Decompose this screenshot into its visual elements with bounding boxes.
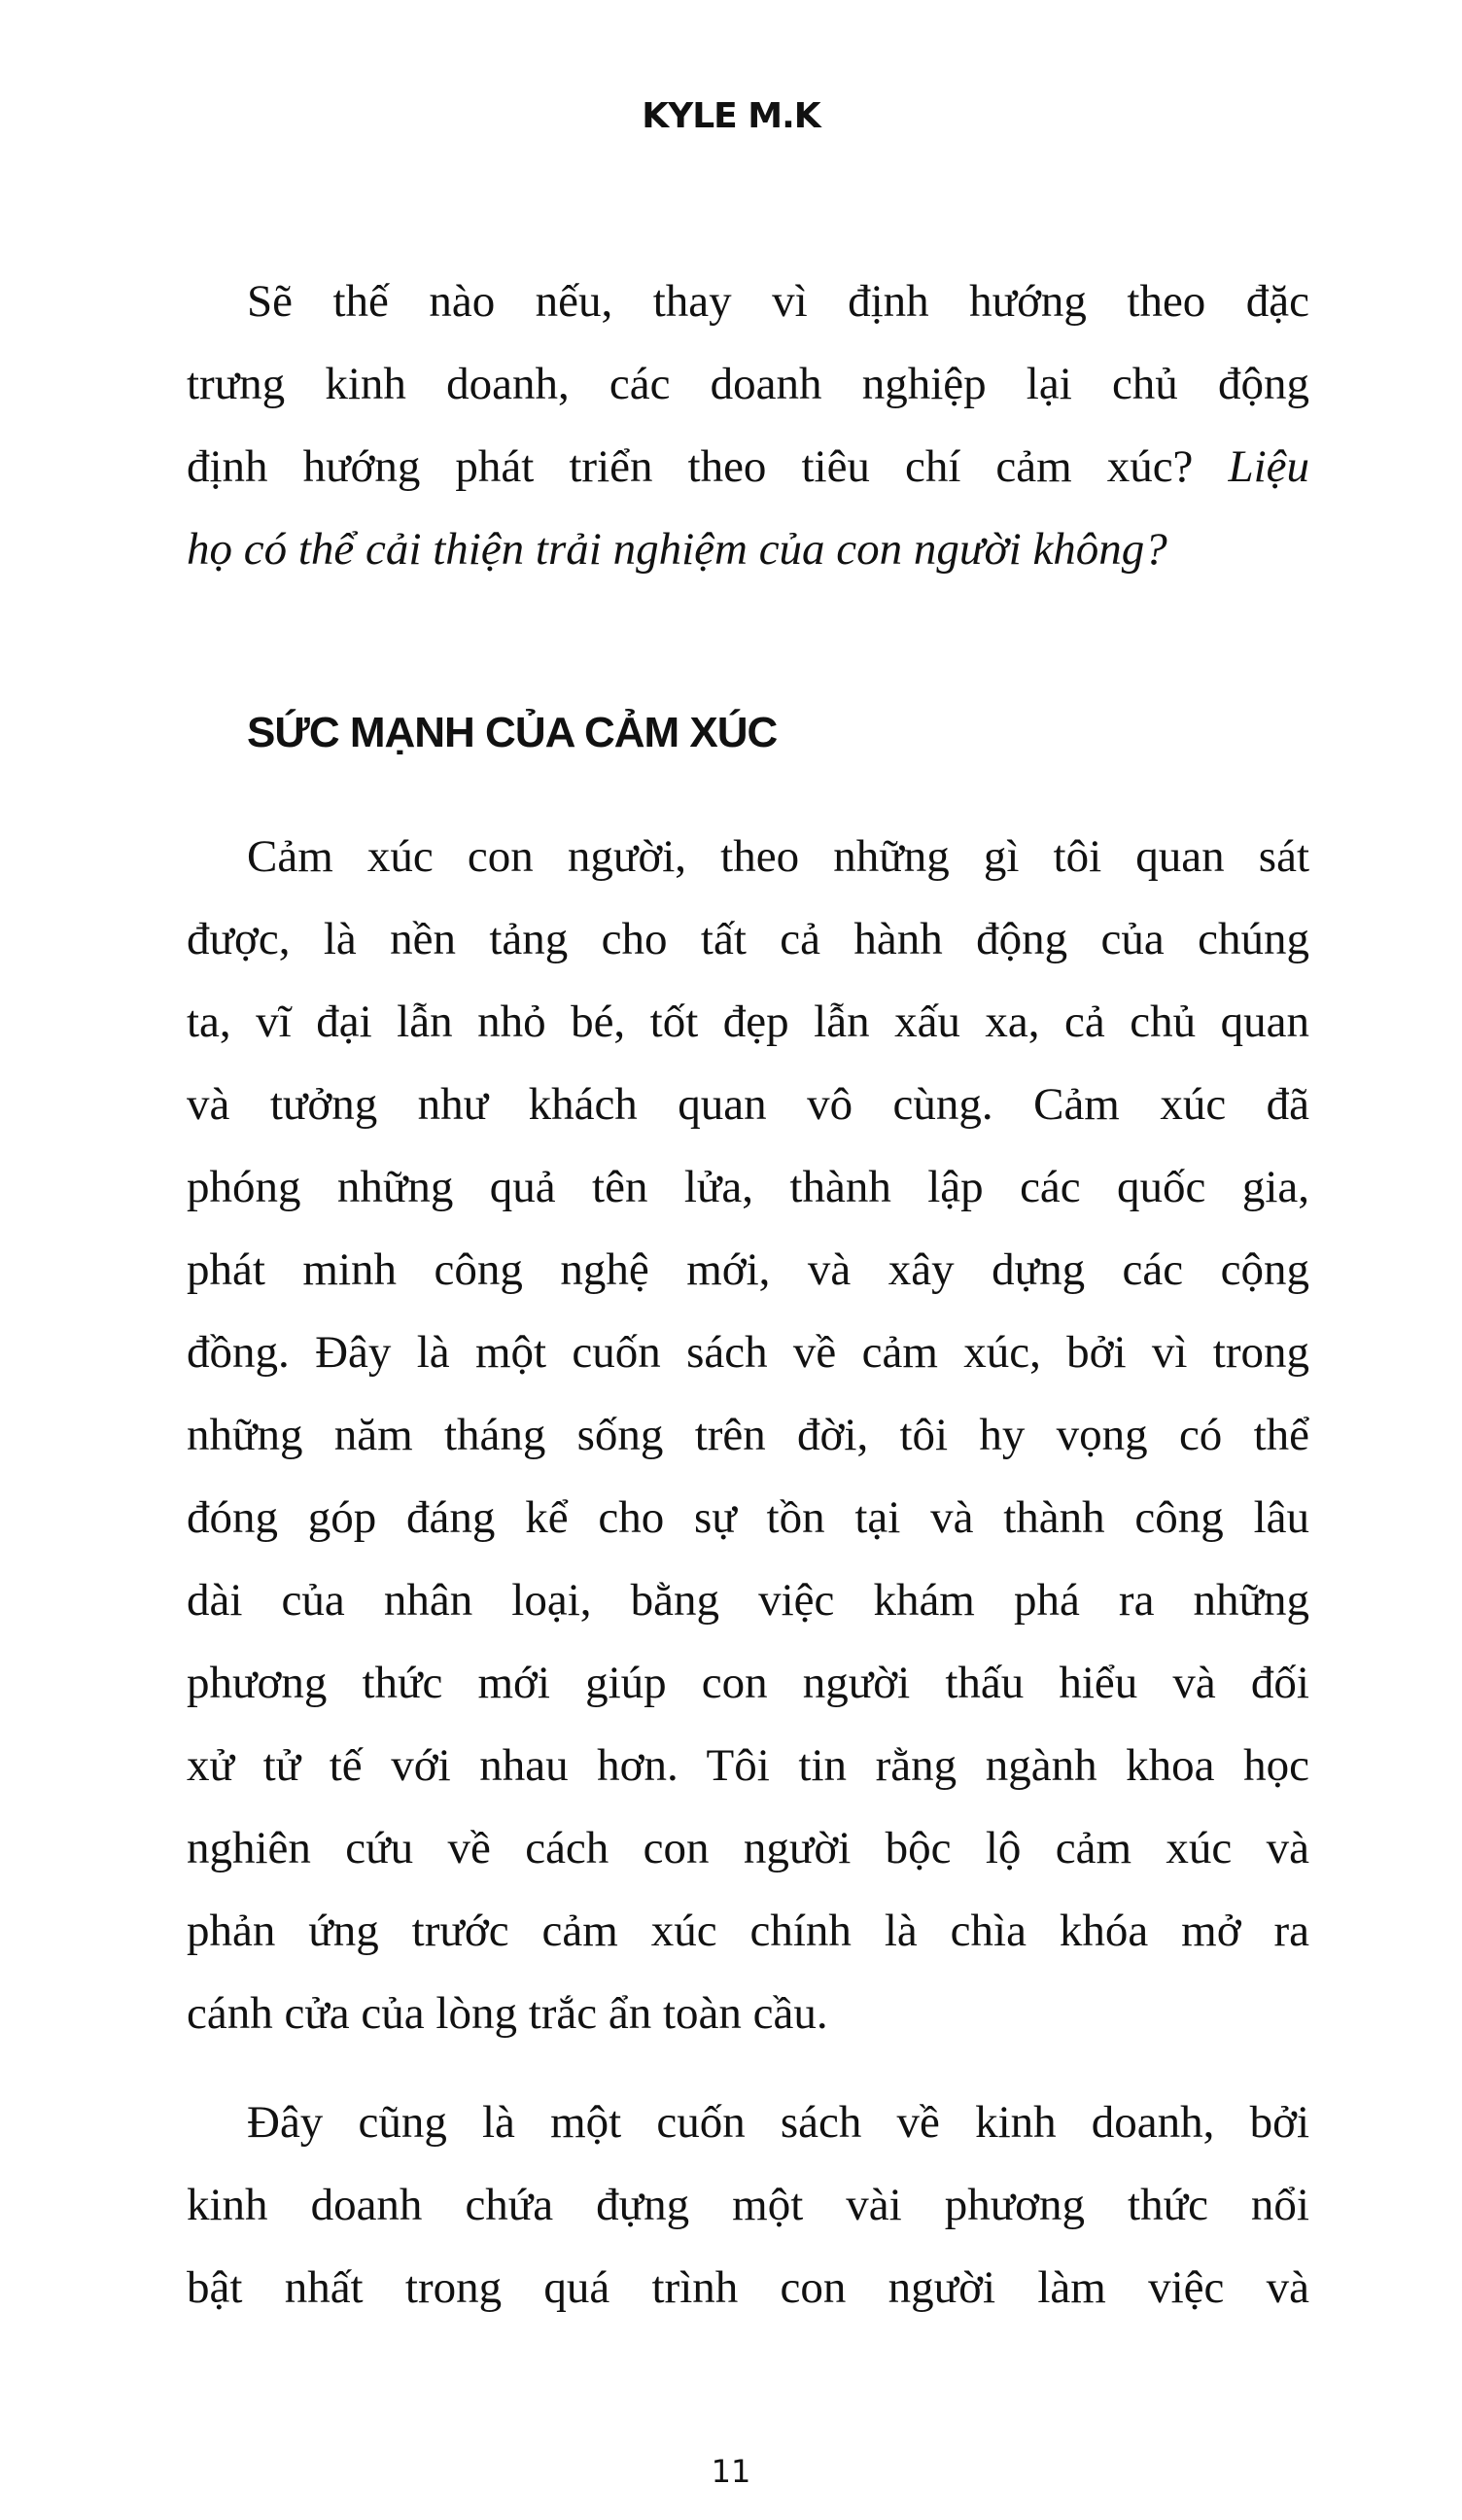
text-line <box>187 1229 1309 1312</box>
text-line <box>187 261 1309 343</box>
text: nghiên cứu về cách con người bộc lộ cảm xúc và <box>187 1823 1309 1873</box>
text-line <box>187 2082 1309 2164</box>
text: dài của nhân loại, bằng việc khám phá ra những <box>187 1575 1309 1626</box>
text-line <box>187 1807 1309 1890</box>
text-line <box>187 816 1309 898</box>
paragraph-intro <box>187 261 1309 591</box>
page-number: 11 <box>711 2453 751 2490</box>
italic-text: họ có thể cải thiện trải nghiệm của con người không? <box>187 524 1167 575</box>
text-line <box>187 1064 1309 1146</box>
paragraph-power-of-emotion <box>187 816 1309 2055</box>
text: trưng kinh doanh, các doanh nghiệp lại chủ động <box>187 359 1309 409</box>
text-line <box>187 2164 1309 2247</box>
text: và tưởng như khách quan vô cùng. Cảm xúc đã <box>187 1079 1309 1130</box>
text: đóng góp đáng kể cho sự tồn tại và thành công lâu <box>187 1492 1309 1543</box>
text: phương thức mới giúp con người thấu hiểu và đối <box>187 1658 1309 1708</box>
text-line <box>187 1477 1309 1559</box>
text: đồng. Đây là một cuốn sách về cảm xúc, bởi vì trong <box>187 1327 1309 1378</box>
text: Sẽ thế nào nếu, thay vì định hướng theo đặc <box>247 276 1309 327</box>
text-line <box>187 1890 1309 1973</box>
text: phản ứng trước cảm xúc chính là chìa khóa mở ra <box>187 1906 1309 1956</box>
text-line <box>187 981 1309 1064</box>
text: cánh cửa của lòng trắc ẩn toàn cầu. <box>187 1988 828 2039</box>
text-line <box>187 1312 1309 1394</box>
running-head: KYLE M.K <box>642 96 820 136</box>
text-line <box>187 508 1309 591</box>
text-line <box>187 1642 1309 1725</box>
text-line <box>187 426 1309 508</box>
text-line <box>187 343 1309 426</box>
text: những năm tháng sống trên đời, tôi hy vọng có thể <box>187 1410 1309 1460</box>
text-line <box>187 1559 1309 1642</box>
text-line <box>187 898 1309 981</box>
text: phóng những quả tên lửa, thành lập các quốc gia, <box>187 1162 1309 1212</box>
text: được, là nền tảng cho tất cả hành động của chúng <box>187 914 1309 964</box>
italic-text: Liệu <box>1228 441 1309 492</box>
text: định hướng phát triển theo tiêu chí cảm xúc? <box>187 441 1229 492</box>
text-line <box>187 1725 1309 1807</box>
text-line <box>187 1973 1309 2055</box>
text: bật nhất trong quá trình con người làm việc và <box>187 2262 1309 2313</box>
text: kinh doanh chứa đựng một vài phương thức nổi <box>187 2180 1309 2230</box>
text-line <box>187 1146 1309 1229</box>
section-heading: SỨC MẠNH CỦA CẢM XÚC <box>247 709 778 756</box>
text: ta, vĩ đại lẫn nhỏ bé, tốt đẹp lẫn xấu xa, cả chủ quan <box>187 997 1309 1047</box>
text: phát minh công nghệ mới, và xây dựng các cộng <box>187 1244 1309 1295</box>
text: Đây cũng là một cuốn sách về kinh doanh, bởi <box>247 2097 1309 2148</box>
text-line <box>187 1394 1309 1477</box>
paragraph-business <box>187 2082 1309 2329</box>
text: xử tử tế với nhau hơn. Tôi tin rằng ngành khoa học <box>187 1740 1309 1791</box>
text-line <box>187 2247 1309 2329</box>
text: Cảm xúc con người, theo những gì tôi quan sát <box>247 831 1309 882</box>
